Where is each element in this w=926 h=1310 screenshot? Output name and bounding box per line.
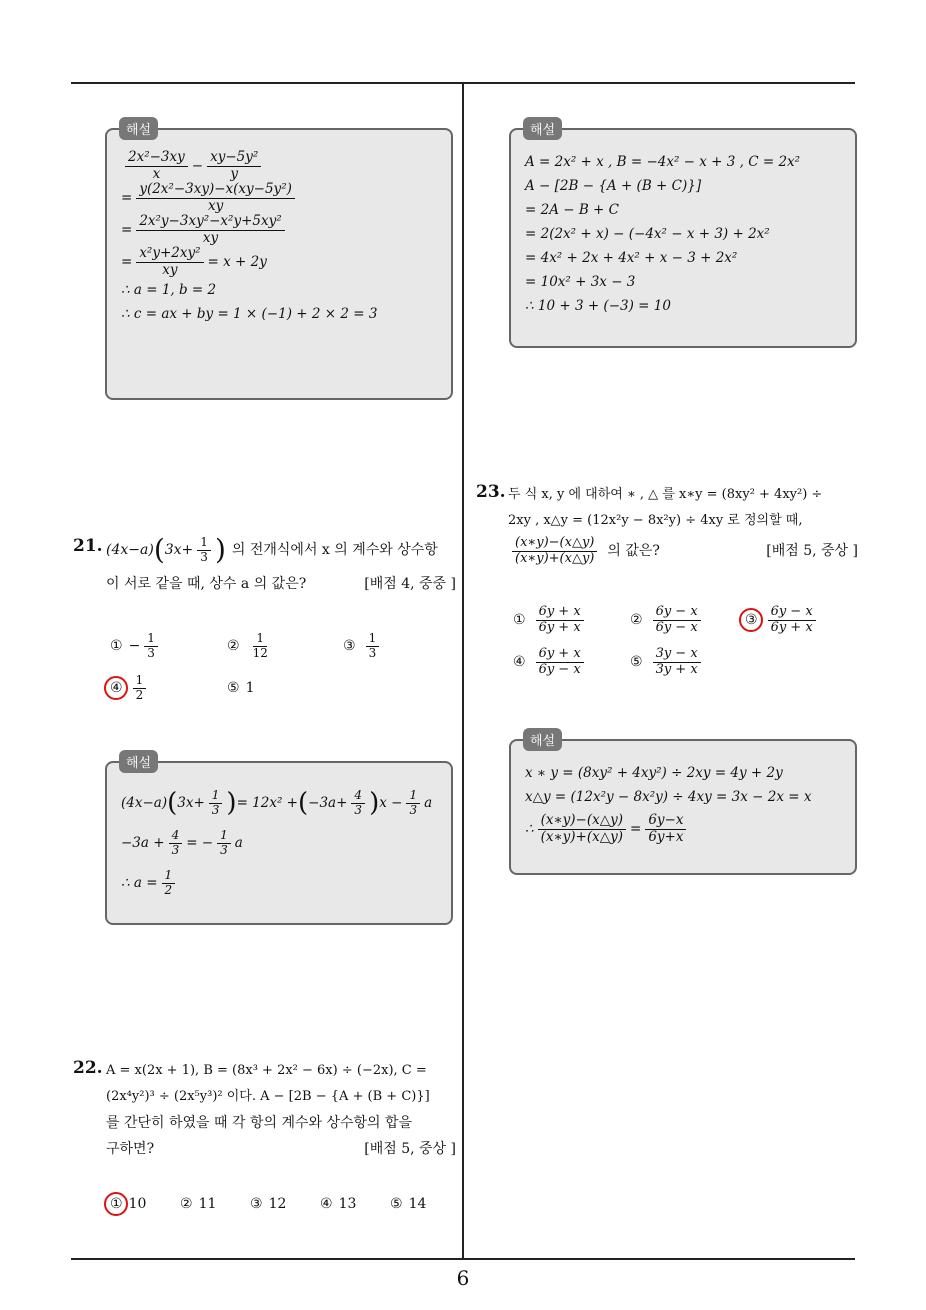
answer-option-3[interactable]: ③ $\frac{6y - x}{6y + x}$ xyxy=(745,605,820,636)
math-line: ∴ 10 + 3 + (−3) = 10 xyxy=(525,298,671,314)
answer-option-5[interactable]: ⑤ $\frac{3y - x}{3y + x}$ xyxy=(630,647,705,678)
question-text-line: 구하면? xyxy=(106,1141,155,1157)
answer-option-4[interactable]: ④ $\frac{6y + x}{6y - x}$ xyxy=(513,647,588,678)
math-line: −3a + $\frac{4}{3}$ = − $\frac{1}{3}$ a xyxy=(121,827,243,857)
answer-option-2[interactable]: ② $\frac{6y - x}{6y - x}$ xyxy=(630,605,705,636)
math-line: $\frac{\text{2x²−3xy}}{x}$ − $\frac{\text{xy−5y²}}{y}$ xyxy=(121,150,437,182)
question-text-line: 2xy , x△y = (12x²y − 8x²y) ÷ 4xy 로 정의할 때, xyxy=(508,513,803,528)
question-meta: [배점 4, 중중 ] xyxy=(364,575,456,592)
answer-option-2[interactable]: ② 11 xyxy=(180,1196,217,1212)
math-line: = 2(2x² + x) − (−4x² − x + 3) + 2x² xyxy=(525,226,770,242)
question-text-line: 를 간단히 하였을 때 각 항의 계수와 상수항의 합을 xyxy=(106,1115,413,1131)
question-text-line: 이 서로 같을 때, 상수 a 의 값은? xyxy=(106,575,307,592)
math-line: = 2A − B + C xyxy=(525,202,619,218)
math-line: x△y = (12x²y − 8x²y) ÷ 4xy = 3x − 2x = x xyxy=(525,789,812,805)
column-divider xyxy=(462,82,464,1260)
question-meta: [배점 5, 중상 ] xyxy=(766,543,858,560)
answer-option-4[interactable]: ④ 13 xyxy=(320,1196,357,1212)
solution-tag: 해설 xyxy=(523,728,562,751)
selected-answer-mark xyxy=(104,676,128,700)
math-line: ∴ c = ax + by = 1 × (−1) + 2 × 2 = 3 xyxy=(121,306,378,323)
question-meta: [배점 5, 중상 ] xyxy=(364,1141,456,1157)
selected-answer-mark xyxy=(104,1192,128,1216)
math-line: ∴ a = $\frac{1}{2}$ xyxy=(121,863,437,903)
answer-option-2[interactable]: ② $\frac{1}{12}$ xyxy=(227,631,268,660)
solution-box-4 xyxy=(509,734,857,875)
question-text-line: (2x⁴y²)³ ÷ (2x⁵y³)² 이다. A − [2B − {A + (B + C)}] xyxy=(106,1089,430,1104)
solution-box-3 xyxy=(105,756,453,925)
question-text-line: 의 값은? xyxy=(607,543,660,560)
answer-option-1[interactable]: ① 10 xyxy=(110,1196,146,1212)
math-line: A − [2B − {A + (B + C)}] xyxy=(525,178,702,194)
answer-option-1[interactable]: ① − $\frac{1}{3}$ xyxy=(110,632,162,661)
math-line: ∴ a = 1, b = 2 xyxy=(121,282,217,299)
solution-tag: 해설 xyxy=(119,750,158,773)
answer-option-5[interactable]: ⑤ 1 xyxy=(227,680,255,696)
math-line: x ∗ y = (8xy² + 4xy²) ÷ 2xy = 4y + 2y xyxy=(525,765,783,781)
math-line: = 4x² + 2x + 4x² + x − 3 + 2x² xyxy=(525,250,738,266)
answer-option-4[interactable]: ④ $\frac{1}{2}$ xyxy=(110,674,150,703)
answer-option-5[interactable]: ⑤ 14 xyxy=(390,1196,427,1212)
question-number: 22. xyxy=(73,1058,103,1078)
question-number: 21. xyxy=(73,536,103,556)
answer-option-1[interactable]: ① $\frac{6y + x}{6y + x}$ xyxy=(513,605,588,636)
page-number: 6 xyxy=(456,1266,470,1290)
selected-answer-mark xyxy=(739,608,763,632)
answer-option-3[interactable]: ③ 12 xyxy=(250,1196,287,1212)
solution-tag: 해설 xyxy=(523,117,562,140)
solution-box-2 xyxy=(509,123,857,348)
question-text-line: 의 전개식에서 x 의 계수와 상수항 xyxy=(231,542,438,559)
math-line: ∴ $\frac{(x∗y)-(x\triangle y)}{(x∗y)+(x\triangle y)}$ = $\frac{6y-x}{6y+x}$ xyxy=(525,809,841,849)
question-text-line: A = x(2x + 1), B = (8x³ + 2x² − 6x) ÷ (−2x), C = xyxy=(106,1063,427,1078)
answer-option-3[interactable]: ③ $\frac{1}{3}$ xyxy=(343,632,383,661)
solution-box-1 xyxy=(105,123,453,400)
math-line: = $\frac{\text{2x²y−3xy²−x²y+5xy²}}{xy}$ xyxy=(121,214,437,246)
question-number: 23. xyxy=(476,482,506,502)
math-line: A = 2x² + x , B = −4x² − x + 3 , C = 2x² xyxy=(525,154,801,170)
math-line: (4x−a) ( 3x+ $\frac{1}{3}$ ) = 12x² + ( −3a+ $\frac{4}{3}$ ) x − $\frac{1}{3}$ a xyxy=(121,787,433,818)
solution-tag: 해설 xyxy=(119,117,158,140)
question-text: (4x−a) ( 3x+ $\frac{1}{3}$ ) 의 전개식에서 x 의 계수와 상수항 이 서로 같을 때, 상수 a 의 값은? [배점 4, 중중 ] xyxy=(106,536,456,597)
question-text: 두 식 x, y 에 대하여 ∗ , △ 를 x∗y = (8xy² + 4xy²) ÷ 2xy , x△y = (12x²y − 8x²y) ÷ 4xy 로 정의할 때, $\frac{(x∗y)-(x\triangle y)}{(x∗y)+(x\triangle y)}$ 의 값은? [배점 5, 중상 ] xyxy=(508,482,858,567)
question-text xyxy=(106,1058,456,1162)
math-line: = $\frac{\text{x²y+2xy²}}{xy}$ = x + 2y xyxy=(121,245,267,278)
math-line: = $\frac{\text{y(2x²−3xy)−x(xy−5y²)}}{xy}$ xyxy=(121,182,437,214)
math-line: = 10x² + 3x − 3 xyxy=(525,274,636,290)
question-text-line: 두 식 x, y 에 대하여 ∗ , △ 를 x∗y = (8xy² + 4xy²) ÷ xyxy=(508,487,823,502)
